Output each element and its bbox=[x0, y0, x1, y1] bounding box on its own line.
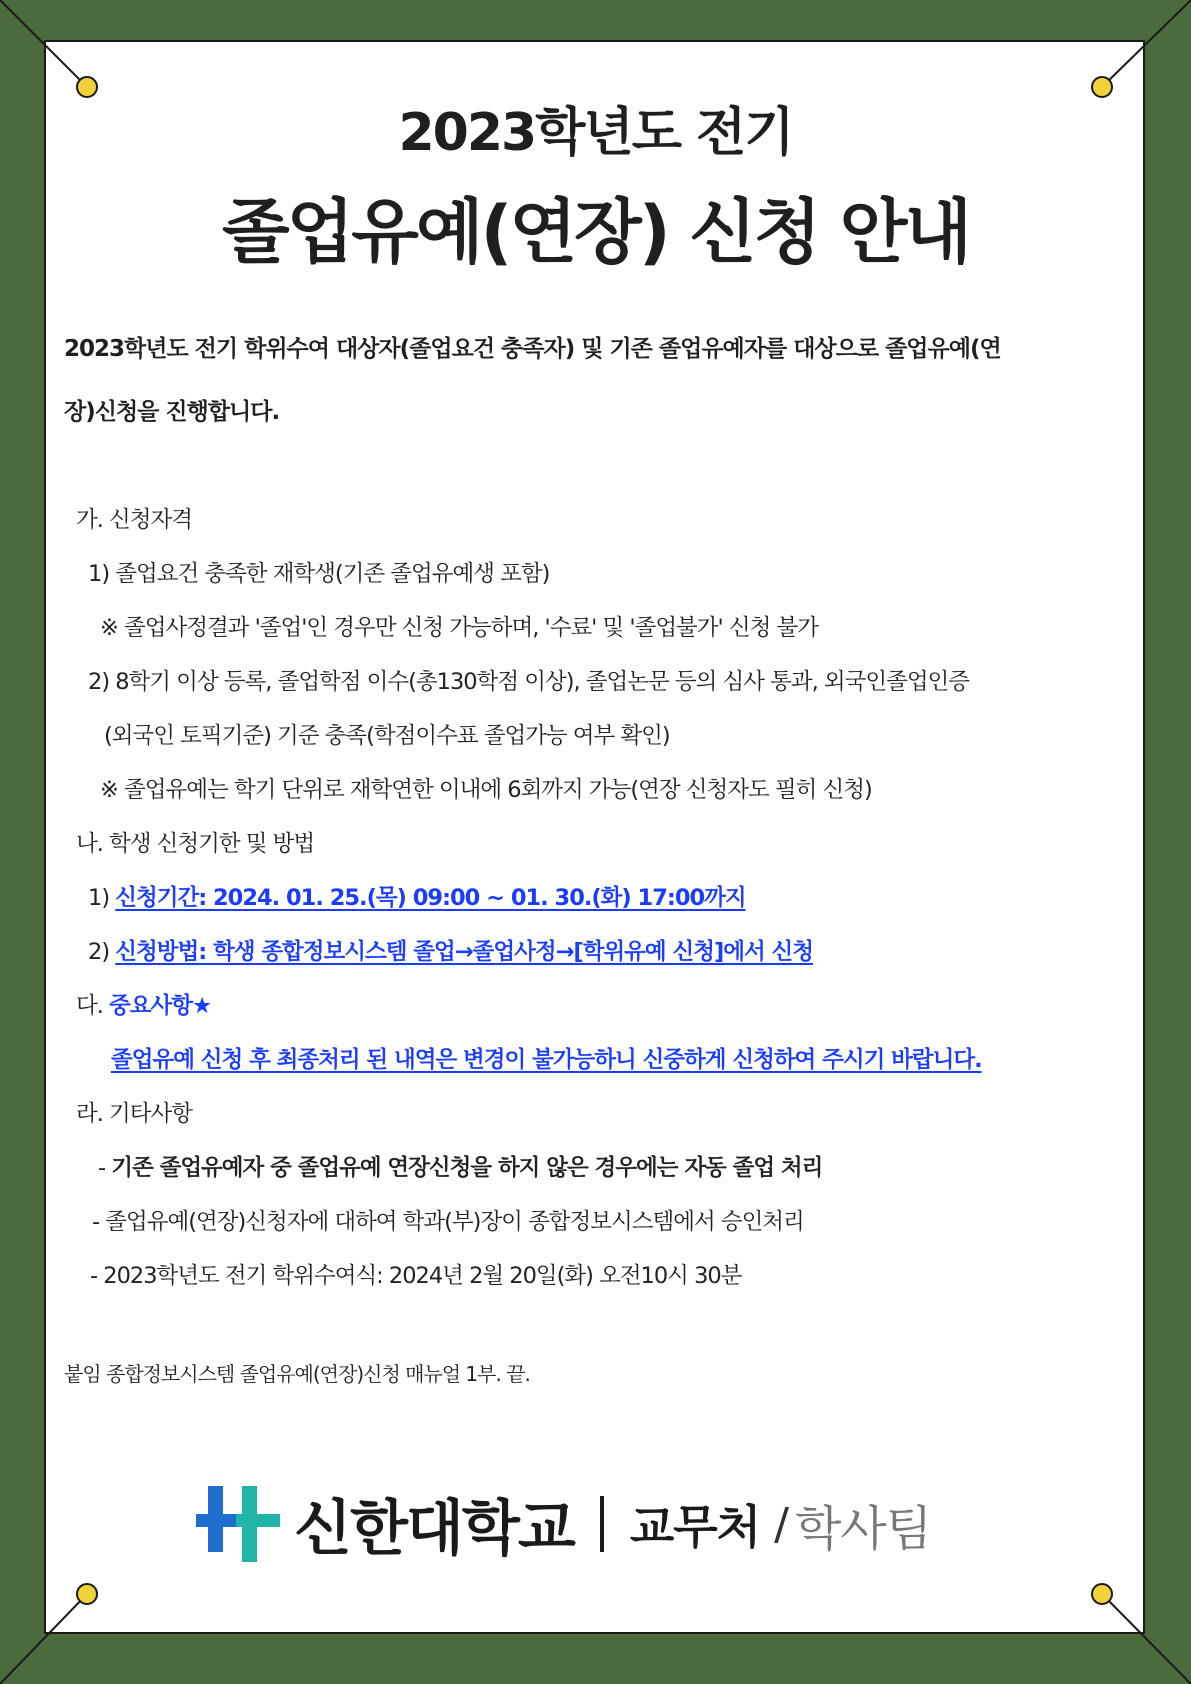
title-year: 2023학년도 전기 bbox=[398, 103, 793, 163]
logo-divider bbox=[600, 1496, 604, 1552]
section-ra-item-1 bbox=[98, 1150, 822, 1182]
section-na-item-2-number: 2) bbox=[88, 939, 110, 965]
attachment-note: 붙임 종합정보시스템 졸업유예(연장)신청 매뉴얼 1부. 끝. bbox=[64, 1362, 530, 1386]
intro-line-1: 2023학년도 전기 학위수여 대상자(졸업요건 충족자) 및 기존 졸업유예자를 대상으로 졸업유예(연 bbox=[64, 336, 1001, 362]
section-na-item-2 bbox=[88, 934, 813, 966]
intro-line-2: 장)신청을 진행합니다. bbox=[64, 399, 280, 425]
section-ga-item-2-line-2: (외국인 토픽기준) 기준 충족(학점이수표 졸업가능 여부 확인) bbox=[104, 723, 670, 749]
pin-icon-bottom-right bbox=[1091, 1583, 1113, 1605]
section-na-item-1 bbox=[88, 880, 746, 912]
office-name: 교무처 bbox=[629, 1500, 761, 1554]
important-notice-label: 중요사항★ bbox=[109, 993, 212, 1019]
application-period: 신청기간: 2024. 01. 25.(목) 09:00 ~ 01. 30.(화) 17:00까지 bbox=[115, 885, 746, 911]
auto-graduation-note: 기존 졸업유예자 중 졸업유예 연장신청을 하지 않은 경우에는 자동 졸업 처리 bbox=[111, 1155, 823, 1181]
section-ra-item-1-dash: - bbox=[98, 1155, 106, 1181]
pin-icon-bottom-left bbox=[76, 1583, 98, 1605]
section-ra-item-2: - 졸업유예(연장)신청자에 대하여 학과(부)장이 종합정보시스템에서 승인처리 bbox=[92, 1209, 804, 1235]
section-da-prefix: 다. bbox=[76, 993, 103, 1019]
section-na-item-1-number: 1) bbox=[88, 885, 110, 911]
section-ra-item-3: - 2023학년도 전기 학위수여식: 2024년 2월 20일(화) 오전10시 30분 bbox=[90, 1263, 742, 1289]
section-ga-item-2-line-1: 2) 8학기 이상 등록, 졸업학점 이수(총130학점 이상), 졸업논문 등의 심사 통과, 외국인졸업인증 bbox=[88, 669, 970, 695]
important-notice-text: 졸업유예 신청 후 최종처리 된 내역은 변경이 불가능하니 신중하게 신청하여 주시기 바랍니다. bbox=[111, 1047, 982, 1073]
section-ga-heading: 가. 신청자격 bbox=[76, 507, 192, 533]
university-logo bbox=[196, 1486, 931, 1562]
section-ga-note-2: ※ 졸업유예는 학기 단위로 재학연한 이내에 6회까지 가능(연장 신청자도 필히 신청) bbox=[100, 777, 872, 803]
university-name: 신한대학교 bbox=[294, 1494, 574, 1564]
section-da-heading bbox=[76, 988, 211, 1020]
section-na-heading: 나. 학생 신청기한 및 방법 bbox=[76, 831, 315, 857]
intro-paragraph bbox=[64, 330, 1104, 426]
section-ra-heading: 라. 기타사항 bbox=[76, 1101, 192, 1127]
logo-slash: / bbox=[774, 1498, 789, 1550]
application-method: 신청방법: 학생 종합정보시스템 졸업→졸업사정→[학위유예 신청]에서 신청 bbox=[115, 939, 814, 965]
section-ga-item-1: 1) 졸업요건 충족한 재학생(기존 졸업유예생 포함) bbox=[88, 561, 550, 587]
team-name: 학사팀 bbox=[794, 1500, 932, 1557]
section-ga-note-1: ※ 졸업사정결과 '졸업'인 경우만 신청 가능하며, '수료' 및 '졸업불가' 신청 불가 bbox=[100, 615, 818, 641]
page-title: 졸업유예(연장) 신청 안내 bbox=[222, 191, 969, 273]
shinhan-university-logo-icon bbox=[196, 1486, 280, 1562]
